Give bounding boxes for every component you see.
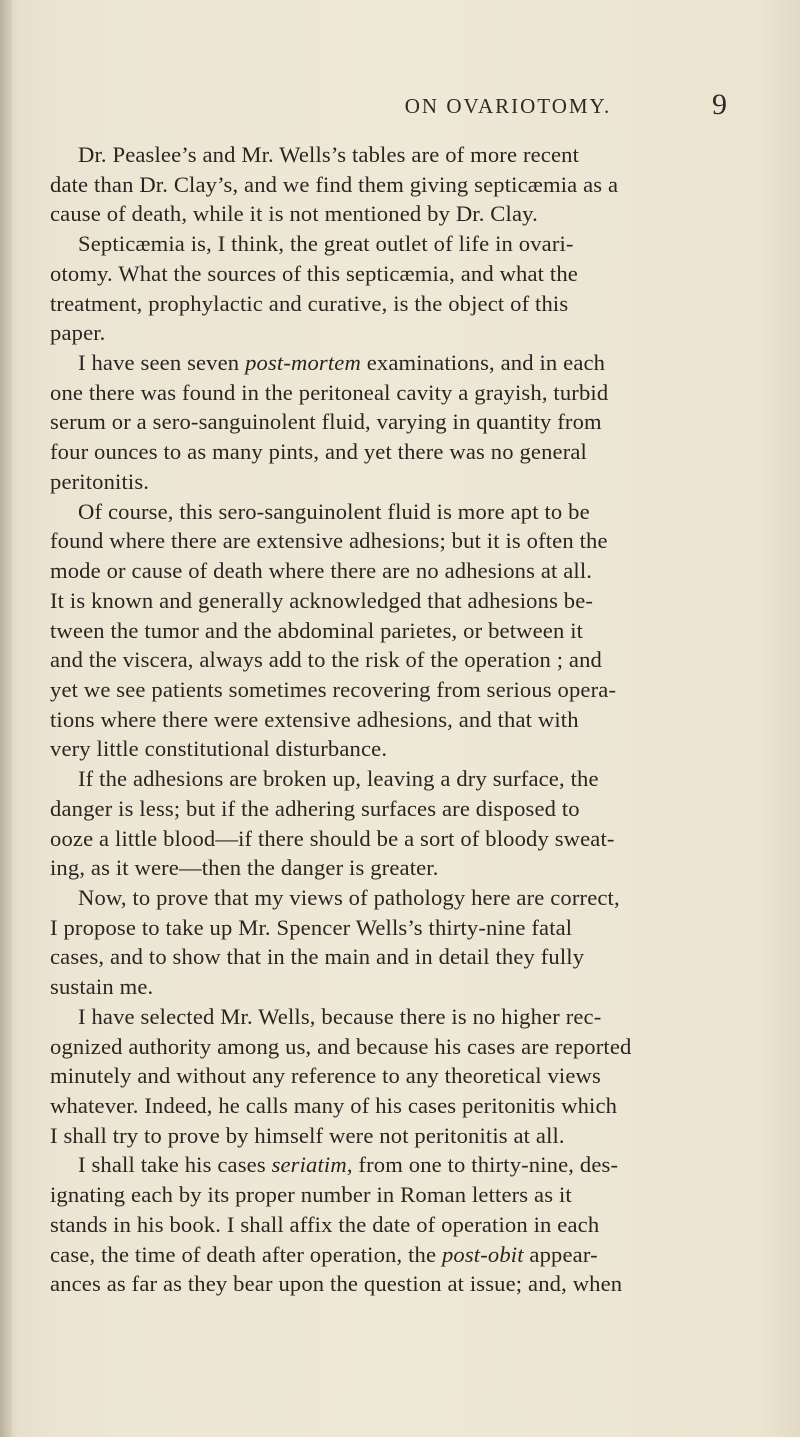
text-line: peritonitis. — [50, 468, 150, 494]
text-line: ing, as it were—then the danger is greater. — [50, 855, 439, 881]
text-line: very little constitutional disturbance. — [50, 736, 388, 762]
text-segment: examinations, and in each — [360, 350, 606, 376]
text-line: one there was found in the peritoneal cavity a grayish, turbid — [50, 379, 609, 405]
text-segment: I have seen seven — [78, 350, 246, 376]
text-line: If the adhesions are broken up, leaving a dry surface, the — [78, 766, 599, 792]
text-line: serum or a sero-sanguinolent fluid, varying in quantity from — [50, 409, 602, 435]
text-line: tween the tumor and the abdominal parietes, or between it — [50, 617, 584, 643]
italic-term: seriatim — [271, 1152, 347, 1178]
text-segment: appear- — [523, 1241, 598, 1267]
running-head — [0, 88, 800, 130]
text-line: otomy. What the sources of this septicæmia, and what the — [50, 260, 578, 286]
text-line: treatment, prophylactic and curative, is the object of this — [50, 290, 569, 316]
text-line: Septicæmia is, I think, the great outlet of life in ovari- — [78, 231, 574, 257]
page-number: 9 — [712, 88, 727, 121]
text-line — [50, 1150, 766, 1180]
text-line: ognized authority among us, and because his cases are reported — [50, 1033, 632, 1059]
text-line: Now, to prove that my views of pathology here are correct, — [78, 884, 620, 910]
text-line — [50, 1240, 766, 1270]
text-line: Dr. Peaslee’s and Mr. Wells’s tables are of more recent — [78, 142, 580, 167]
text-segment: , from one to thirty-nine, des- — [346, 1152, 619, 1178]
text-line: and the viscera, always add to the risk of the operation ; and — [50, 647, 603, 673]
text-line: yet we see patients sometimes recovering from serious opera- — [50, 676, 617, 702]
text-line: paper. — [50, 320, 106, 346]
text-line: found where there are extensive adhesions; but it is often the — [50, 528, 608, 554]
page-gutter — [0, 0, 12, 1437]
text-line: I shall try to prove by himself were not peritonitis at all. — [50, 1122, 565, 1148]
italic-term: post-mortem — [245, 350, 361, 376]
text-segment: I shall take his cases — [78, 1152, 272, 1178]
text-line: tions where there were extensive adhesions, and that with — [50, 706, 579, 732]
text-line: I propose to take up Mr. Spencer Wells’s thirty-nine fatal — [50, 914, 573, 940]
running-title: ON OVARIOTOMY. — [404, 94, 612, 118]
text-line: It is known and generally acknowledged that adhesions be- — [50, 587, 594, 613]
text-line: mode or cause of death where there are no adhesions at all. — [50, 558, 593, 584]
text-line: ignating each by its proper number in Roman letters as it — [50, 1182, 572, 1208]
text-line: whatever. Indeed, he calls many of his cases peritonitis which — [50, 1093, 618, 1118]
text-line: cases, and to show that in the main and in detail they fully — [50, 944, 585, 970]
text-line: stands in his book. I shall affix the date of operation in each — [50, 1211, 600, 1237]
text-line: I have selected Mr. Wells, because there is no higher rec- — [78, 1003, 602, 1029]
text-line: minutely and without any reference to any theoretical views — [50, 1063, 601, 1089]
italic-term: post-obit — [441, 1241, 524, 1267]
text-line — [50, 348, 766, 378]
text-line: Of course, this sero-sanguinolent fluid is more apt to be — [78, 498, 590, 524]
text-segment: case, the time of death after operation, the — [50, 1241, 442, 1267]
text-line: sustain me. — [50, 974, 154, 1000]
text-line: danger is less; but if the adhering surfaces are disposed to — [50, 795, 580, 821]
text-line: cause of death, while it is not mentioned by Dr. Clay. — [50, 201, 538, 227]
body-text — [50, 140, 766, 1299]
text-line: date than Dr. Clay’s, and we find them giving septicæmia as a — [50, 171, 619, 197]
text-line: ances as far as they bear upon the question at issue; and, when — [50, 1271, 623, 1297]
text-line: ooze a little blood—if there should be a sort of bloody sweat- — [50, 825, 615, 851]
text-line: four ounces to as many pints, and yet there was no general — [50, 439, 587, 465]
